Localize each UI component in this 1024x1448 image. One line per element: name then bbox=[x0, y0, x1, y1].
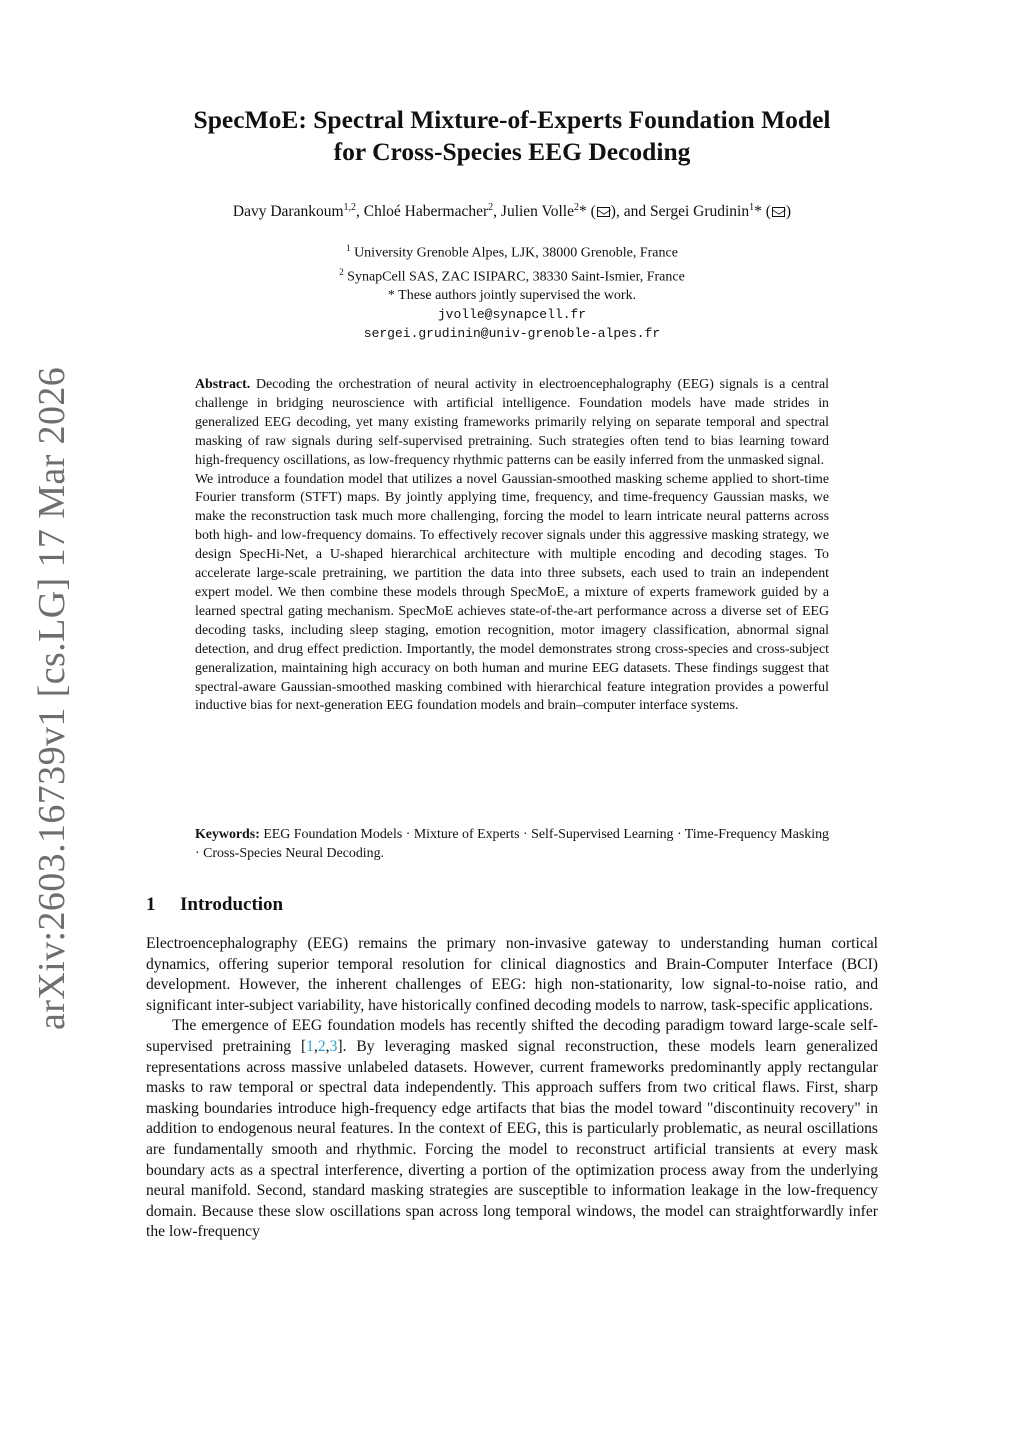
arxiv-identifier: arXiv:2603.16739v1 [cs.LG] 17 Mar 2026 bbox=[31, 366, 73, 1030]
abstract-label: Abstract. bbox=[195, 377, 251, 392]
abstract-paragraph-1: Abstract. Decoding the orchestration of neural activity in electroencephalography (EEG) signals is a central challenge in bridging neuroscience with artificial intelligence. Foundation models have made strides in generalized EEG decoding, yet many existing frameworks primarily relying on separate temporal and spectral masking of raw signals during self-supervised pretraining. Such strategies often tend to bias learning toward high-frequency oscillations, as low-frequency rhythmic patterns can be easily inferred from the unmasked signal. bbox=[195, 377, 829, 468]
email-link[interactable]: sergei.grudinin@univ-grenoble-alpes.fr bbox=[363, 326, 661, 342]
intro-paragraph-2: The emergence of EEG foundation models has recently shifted the decoding paradigm toward large-scale self-supervised pretraining [1,2,3]. By leveraging masked signal reconstruction, these models learn generalized representations across massive unlabeled datasets. However, current frameworks predominantly apply rectangular masks to raw temporal or spectral data independently. This approach suffers from two critical flaws. First, sharp masking boundaries introduce high-frequency edge artifacts that bias the model toward "discontinuity recovery" in addition to endogenous neural features. In the context of EEG, this is particularly problematic, as neural oscillations are fundamentally smooth and rhythmic. Forcing the model to reconstruct artificial transients at every mask boundary acts as a spectral interference, diverting a portion of the optimization process away from the underlying neural manifold. Second, standard masking strategies are susceptible to information leakage in the low-frequency domain. Because these slow oscillations span across long temporal windows, the model can straightforwardly infer the low-frequency bbox=[146, 1017, 878, 1241]
introduction-body bbox=[146, 934, 878, 1243]
paper-title bbox=[130, 104, 894, 168]
envelope-icon[interactable] bbox=[772, 207, 785, 217]
email-link[interactable]: jvolle@synapcell.fr bbox=[437, 307, 587, 323]
author-affil-sup: 1 bbox=[749, 202, 755, 213]
abstract bbox=[195, 376, 829, 716]
citation-link[interactable]: 2 bbox=[317, 1037, 326, 1055]
joint-supervision-note: * These authors jointly supervised the work. bbox=[387, 288, 637, 304]
author-list: Davy Darankoum$^{1,2}$, Chloé Habermacher$^2$, Julien Volle$^2$* ( ), and Sergei Grudinin$^1$* ( ) bbox=[232, 202, 792, 221]
section-title: Introduction bbox=[180, 894, 284, 915]
author-name: Davy Darankoum bbox=[232, 203, 344, 221]
keywords-text: EEG Foundation Models · Mixture of Experts · Self-Supervised Learning · Time-Frequency Masking · Cross-Species Neural Decoding. bbox=[195, 827, 829, 861]
title-line-2: for Cross-Species EEG Decoding bbox=[333, 137, 691, 166]
author-affil-sup: 1,2 bbox=[343, 202, 357, 213]
keywords-label: Keywords: bbox=[195, 827, 260, 842]
author-affil-sup: 2 bbox=[573, 202, 579, 213]
keywords bbox=[195, 825, 829, 863]
citation-link[interactable]: 1 bbox=[306, 1037, 314, 1055]
title-line-1: SpecMoE: Spectral Mixture-of-Experts Foundation Model bbox=[193, 105, 831, 134]
citation-link[interactable]: 3 bbox=[329, 1037, 338, 1055]
author-name: Chloé Habermacher bbox=[363, 203, 489, 221]
author-name: Sergei Grudinin bbox=[649, 203, 750, 221]
author-name: Julien Volle bbox=[500, 203, 574, 221]
abstract-paragraph-2: We introduce a foundation model that utilizes a novel Gaussian-smoothed masking scheme applied to short-time Fourier transform (STFT) maps. By jointly applying time, frequency, and time-frequency Gaussian masks, we make the reconstruction task much more challenging, forcing the model to learn intricate neural patterns across both high- and low-frequency domains. To effectively recover signals under this aggressive masking strategy, we design SpecHi-Net, a U-shaped hierarchical architecture with multiple encoding and decoding stages. To accelerate large-scale pretraining, we partition the data into three subsets, each used to train an independent expert model. We then combine these models through SpecMoE, a mixture of experts framework guided by a learned spectral gating mechanism. SpecMoE achieves state-of-the-art performance across a diverse set of EEG decoding tasks, including sleep staging, emotion recognition, motor imagery classification, abnormal signal detection, and drug effect prediction. Importantly, the model demonstrates strong cross-species and cross-subject generalization, maintaining high accuracy on both human and murine EEG datasets. These findings suggest that spectral-aware Gaussian-smoothed masking combined with hierarchical feature integration provides a powerful inductive bias for next-generation EEG foundation models and brain–computer interface systems. bbox=[195, 471, 829, 714]
section-heading bbox=[146, 894, 283, 916]
affiliation-2: $^2$ SynapCell SAS, ZAC ISIPARC, 38330 Saint-Ismier, France bbox=[339, 266, 685, 285]
author-affil-sup: 2 bbox=[488, 202, 494, 213]
affiliations bbox=[200, 239, 824, 343]
envelope-icon[interactable] bbox=[597, 207, 610, 217]
section-number: 1 bbox=[146, 894, 156, 915]
affiliation-1: $^1$ University Grenoble Alpes, LJK, 38000 Grenoble, France bbox=[346, 243, 678, 261]
intro-paragraph-1: Electroencephalography (EEG) remains the primary non-invasive gateway to understanding human cortical dynamics, offering superior temporal resolution for clinical diagnostics and Brain-Computer Interface (BCI) development. However, the inherent challenges of EEG: high non-stationarity, low signal-to-noise ratio, and significant inter-subject variability, have historically confined decoding models to narrow, task-specific applications. bbox=[146, 935, 878, 1014]
